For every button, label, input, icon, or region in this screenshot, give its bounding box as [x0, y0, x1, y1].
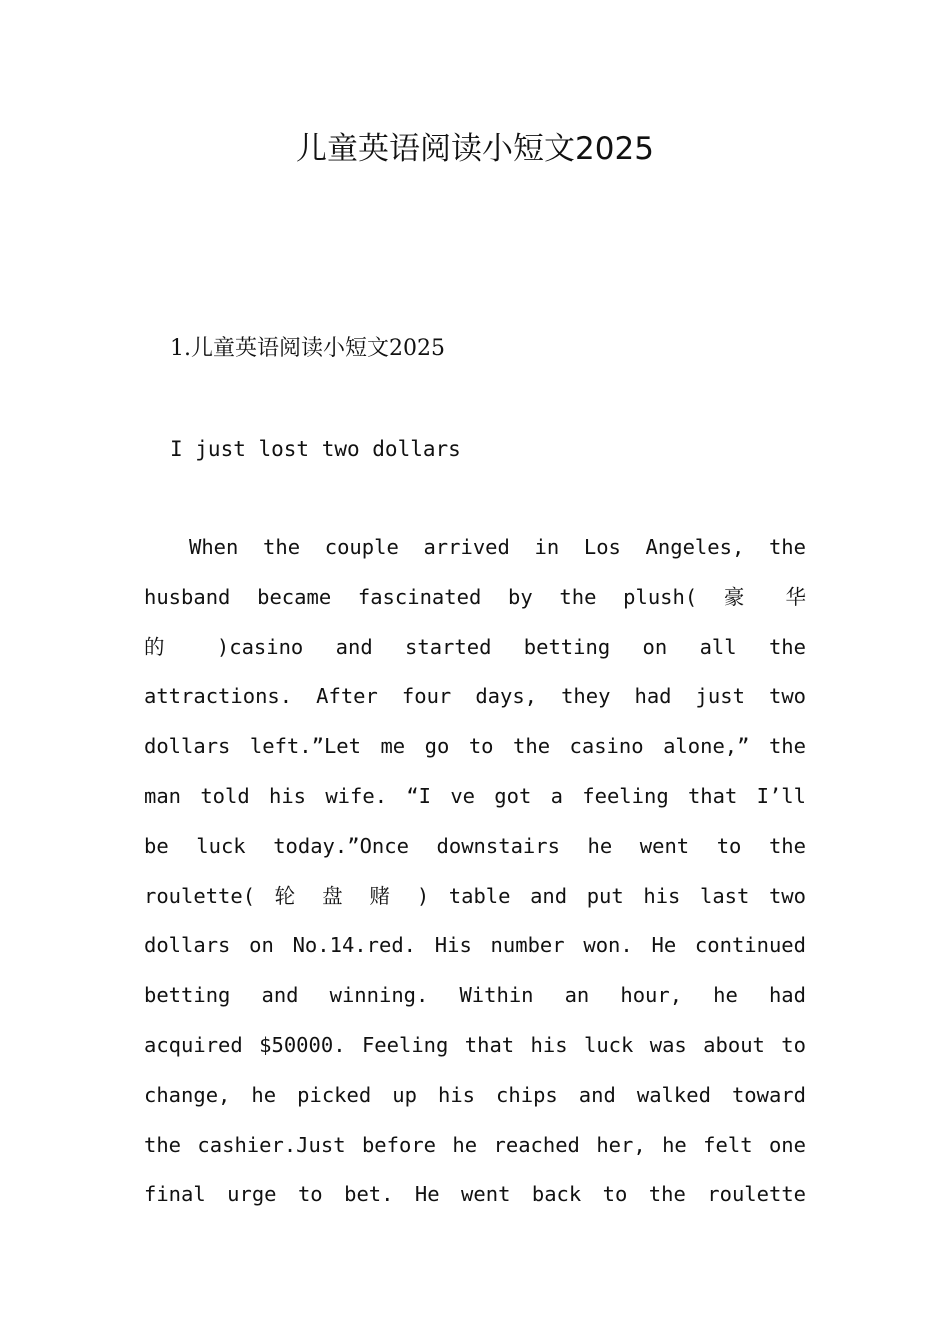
- document-title: 儿童英语阅读小短文2025: [296, 131, 654, 167]
- story-line: final urge to bet. He went back to the roulette: [144, 1182, 806, 1207]
- story-line: dollars on No.14.red. His number won. He continued: [144, 933, 806, 958]
- story-title: I just lost two dollars: [170, 437, 461, 461]
- story-line: acquired $50000. Feeling that his luck was about to: [144, 1032, 806, 1057]
- story-line: change, he picked up his chips and walked toward: [144, 1082, 806, 1107]
- section-heading: 1.儿童英语阅读小短文2025: [170, 336, 445, 361]
- story-line: the cashier.Just before he reached her, he felt one: [144, 1132, 806, 1157]
- story-line: man told his wife. “I ve got a feeling that I’ll: [144, 783, 806, 808]
- story-line: 的 )casino and started betting on all the: [144, 634, 806, 659]
- story-line: be luck today.”Once downstairs he went to the: [144, 833, 806, 858]
- story-line: betting and winning. Within an hour, he had: [144, 983, 806, 1008]
- story-line: husband became fascinated by the plush( 豪 华: [144, 584, 806, 609]
- story-line: attractions. After four days, they had just two: [144, 684, 806, 709]
- story-line: roulette( 轮 盘 赌 ) table and put his last two: [144, 883, 806, 908]
- story-body: [144, 523, 806, 1220]
- story-line: dollars left.”Let me go to the casino alone,” the: [144, 734, 806, 759]
- story-line: When the couple arrived in Los Angeles, the: [189, 535, 806, 559]
